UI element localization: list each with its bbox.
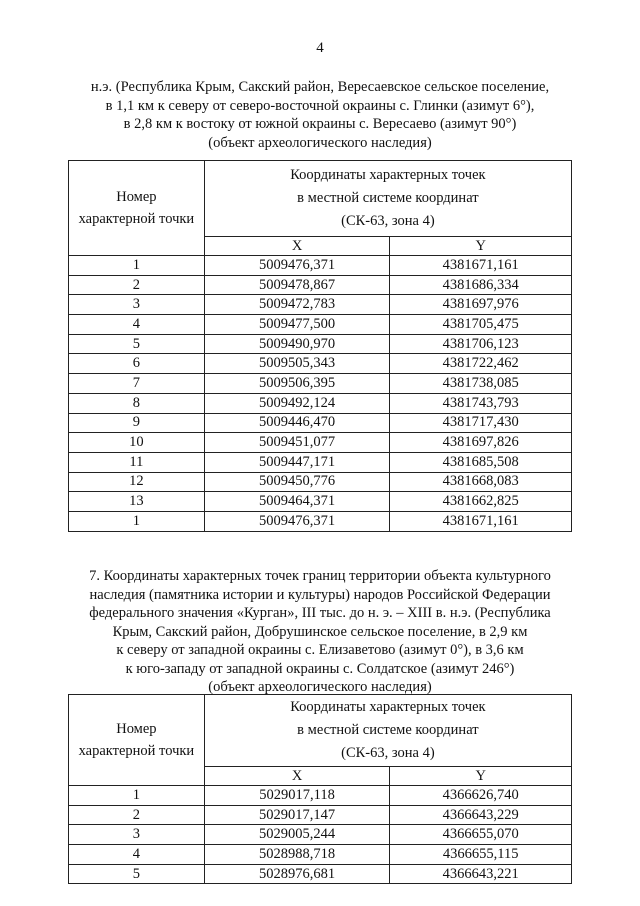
heading-line: в 2,8 км к востоку от южной окраины с. Вересаево (азимут 90°)	[123, 116, 517, 132]
table-row	[69, 413, 572, 433]
y-value: 4381697,826	[390, 433, 572, 453]
y-value: 4366655,070	[390, 825, 572, 845]
point-number: 4	[69, 315, 205, 335]
x-value: 5009476,371	[204, 511, 390, 531]
point-number: 1	[69, 256, 205, 276]
y-column-header: Y	[390, 237, 572, 256]
y-column-header: Y	[390, 767, 572, 786]
heading-line: Крым, Сакский район, Добрушинское сельское поселение, в 2,9 км	[112, 623, 528, 640]
table-row	[69, 511, 572, 531]
table-row	[69, 452, 572, 472]
heading-line: наследия (памятника истории и культуры) народов Российской Федерации	[89, 586, 551, 603]
table-row	[69, 315, 572, 335]
header-line: (СК-63, зона 4)	[341, 213, 435, 229]
table-row	[69, 805, 572, 825]
point-number-header	[69, 695, 205, 786]
heading-line: (объект археологического наследия)	[208, 679, 432, 695]
table-body	[69, 256, 572, 532]
point-number: 3	[69, 825, 205, 845]
y-value: 4381668,083	[390, 472, 572, 492]
x-value: 5009506,395	[204, 374, 390, 394]
point-number: 12	[69, 472, 205, 492]
table-row	[69, 295, 572, 315]
y-value: 4381671,161	[390, 256, 572, 276]
point-number: 5	[69, 864, 205, 884]
x-value: 5009450,776	[204, 472, 390, 492]
table-row	[69, 492, 572, 512]
y-value: 4381717,430	[390, 413, 572, 433]
point-number: 11	[69, 452, 205, 472]
point-number: 7	[69, 374, 205, 394]
x-column-header: X	[204, 767, 390, 786]
y-value: 4366655,115	[390, 845, 572, 865]
heading-line: (объект археологического наследия)	[208, 134, 432, 151]
y-value: 4381722,462	[390, 354, 572, 374]
x-value: 5009446,470	[204, 413, 390, 433]
y-value: 4381662,825	[390, 492, 572, 512]
x-value: 5029005,244	[204, 825, 390, 845]
y-value: 4381697,976	[390, 295, 572, 315]
coordinates-table-1	[68, 160, 572, 532]
table-row	[69, 864, 572, 884]
x-value: 5009505,343	[204, 354, 390, 374]
point-number: 1	[69, 786, 205, 806]
x-value: 5028988,718	[204, 845, 390, 865]
heading-line: к северу от западной окраины с. Елизаветово (азимут 0°), в 3,6 км	[116, 642, 524, 658]
table-row	[69, 433, 572, 453]
point-number: 2	[69, 805, 205, 825]
y-value: 4381685,508	[390, 452, 572, 472]
y-value: 4366643,221	[390, 864, 572, 884]
y-value: 4381705,475	[390, 315, 572, 335]
coordinates-header	[204, 161, 571, 237]
point-number-header	[69, 161, 205, 256]
section-1-heading	[60, 78, 580, 152]
x-value: 5009447,171	[204, 452, 390, 472]
table-row	[69, 786, 572, 806]
x-column-header: X	[204, 237, 390, 256]
point-number: 3	[69, 295, 205, 315]
x-value: 5009478,867	[204, 275, 390, 295]
point-number: 9	[69, 413, 205, 433]
heading-line: 7. Координаты характерных точек границ территории объекта культурного	[89, 568, 551, 584]
heading-line: в 1,1 км к северу от северо-восточной окраины с. Глинки (азимут 6°),	[105, 97, 535, 114]
section-2-heading	[60, 567, 580, 697]
y-value: 4366643,229	[390, 805, 572, 825]
table-row	[69, 393, 572, 413]
x-value: 5029017,147	[204, 805, 390, 825]
point-number: 8	[69, 393, 205, 413]
header-line: характерной точки	[78, 743, 195, 759]
header-line: Координаты характерных точек	[290, 699, 486, 715]
table-row	[69, 354, 572, 374]
y-value: 4381738,085	[390, 374, 572, 394]
point-number: 2	[69, 275, 205, 295]
point-number: 10	[69, 433, 205, 453]
header-line: Координаты характерных точек	[290, 167, 486, 183]
table-body	[69, 786, 572, 884]
x-value: 5029017,118	[204, 786, 390, 806]
y-value: 4381686,334	[390, 275, 572, 295]
heading-line: н.э. (Республика Крым, Сакский район, Вересаевское сельское поселение,	[90, 79, 550, 95]
table-row	[69, 256, 572, 276]
point-number: 6	[69, 354, 205, 374]
point-number: 4	[69, 845, 205, 865]
page-number: 4	[316, 40, 324, 56]
table-row	[69, 275, 572, 295]
y-value: 4381706,123	[390, 334, 572, 354]
heading-line: федерального значения «Курган», III тыс. до н. э. – XIII в. н.э. (Республика	[89, 605, 551, 621]
header-line: в местной системе координат	[297, 722, 479, 738]
point-number: 5	[69, 334, 205, 354]
point-number: 13	[69, 492, 205, 512]
table-row	[69, 334, 572, 354]
x-value: 5009464,371	[204, 492, 390, 512]
x-value: 5009476,371	[204, 256, 390, 276]
table-row	[69, 845, 572, 865]
x-value: 5009490,970	[204, 334, 390, 354]
x-value: 5009492,124	[204, 393, 390, 413]
table-row	[69, 472, 572, 492]
heading-line: к юго-западу от западной окраины с. Солдатское (азимут 246°)	[125, 660, 515, 677]
x-value: 5009472,783	[204, 295, 390, 315]
table-row	[69, 374, 572, 394]
y-value: 4366626,740	[390, 786, 572, 806]
y-value: 4381671,161	[390, 511, 572, 531]
header-line: Номер	[116, 721, 157, 737]
header-line: (СК-63, зона 4)	[341, 745, 435, 761]
coordinates-header	[204, 695, 571, 767]
x-value: 5028976,681	[204, 864, 390, 884]
header-line: характерной точки	[78, 211, 195, 227]
header-line: Номер	[116, 189, 157, 205]
x-value: 5009477,500	[204, 315, 390, 335]
point-number: 1	[69, 511, 205, 531]
x-value: 5009451,077	[204, 433, 390, 453]
table-row	[69, 825, 572, 845]
y-value: 4381743,793	[390, 393, 572, 413]
coordinates-table-2	[68, 694, 572, 884]
header-line: в местной системе координат	[297, 190, 479, 206]
